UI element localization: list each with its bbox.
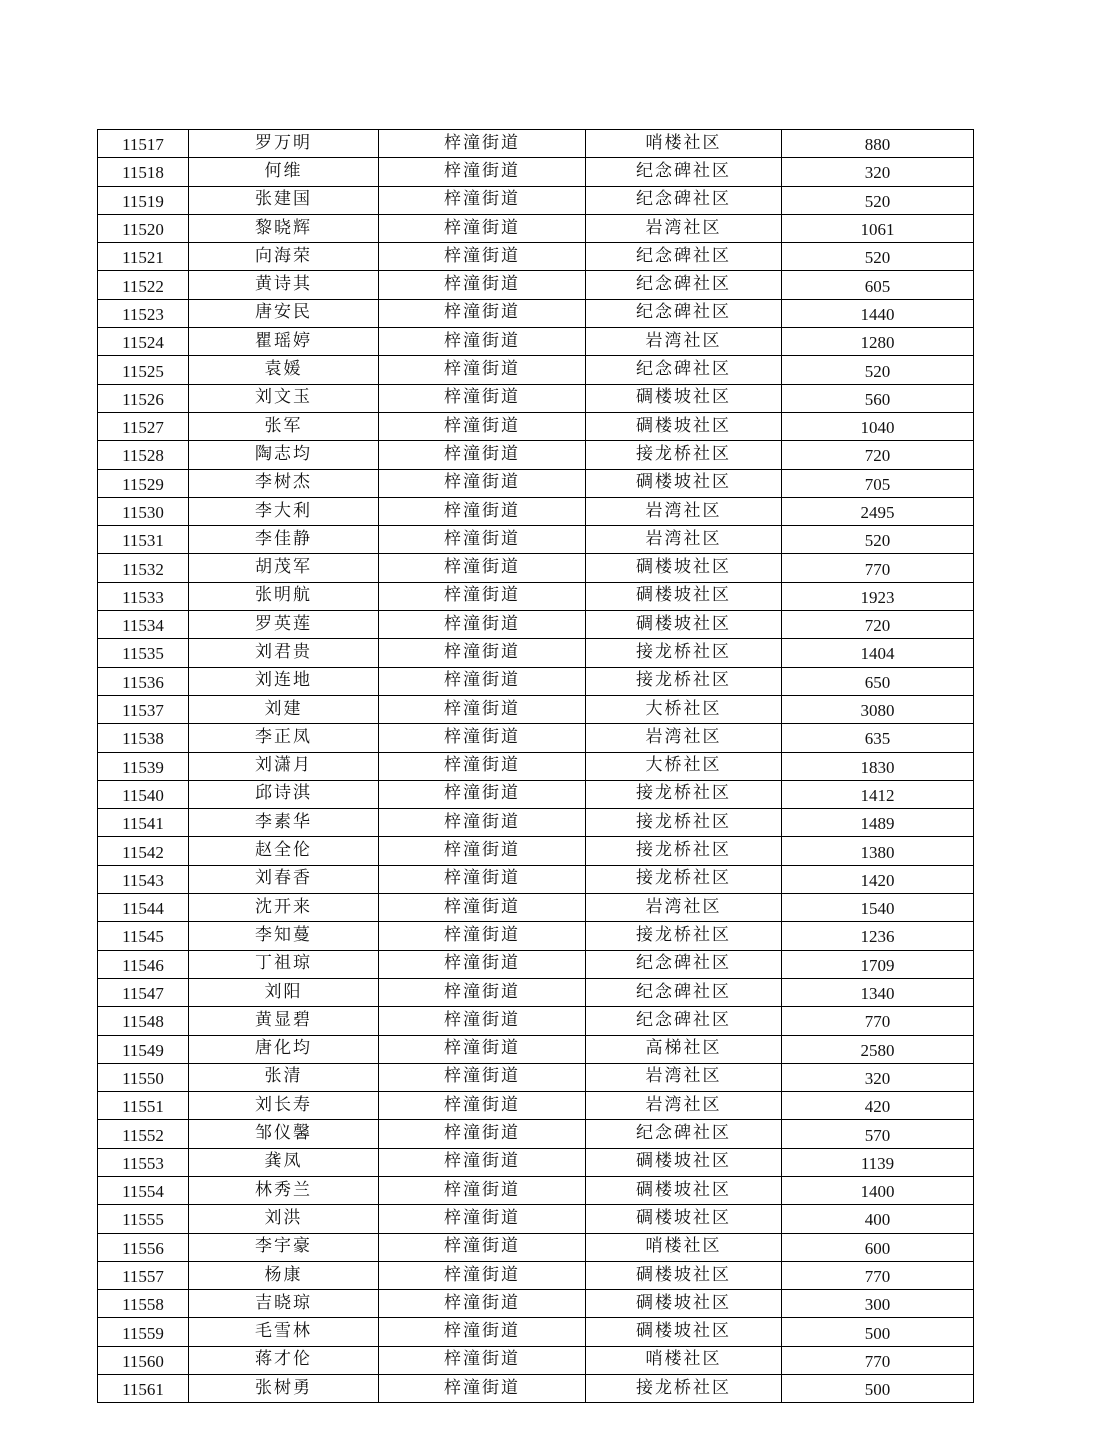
street-cell: 梓潼街道 — [379, 1063, 586, 1091]
name-cell: 邱诗淇 — [189, 780, 379, 808]
name-cell: 李宇豪 — [189, 1233, 379, 1261]
record-id-cell: 11533 — [98, 582, 189, 610]
table-row — [98, 1120, 974, 1148]
table-row — [98, 214, 974, 242]
record-id-cell: 11520 — [98, 214, 189, 242]
community-cell: 碉楼坡社区 — [586, 1261, 782, 1289]
community-cell: 岩湾社区 — [586, 894, 782, 922]
table-row — [98, 271, 974, 299]
community-cell: 纪念碑社区 — [586, 1007, 782, 1035]
name-cell: 刘君贵 — [189, 639, 379, 667]
amount-cell: 520 — [782, 243, 974, 271]
record-id-cell: 11541 — [98, 809, 189, 837]
table-row — [98, 243, 974, 271]
street-cell: 梓潼街道 — [379, 837, 586, 865]
table-row — [98, 497, 974, 525]
amount-cell: 400 — [782, 1205, 974, 1233]
amount-cell: 520 — [782, 526, 974, 554]
record-id-cell: 11545 — [98, 922, 189, 950]
amount-cell: 1061 — [782, 214, 974, 242]
street-cell: 梓潼街道 — [379, 1176, 586, 1204]
name-cell: 张清 — [189, 1063, 379, 1091]
street-cell: 梓潼街道 — [379, 1035, 586, 1063]
name-cell: 张明航 — [189, 582, 379, 610]
name-cell: 黎晓辉 — [189, 214, 379, 242]
street-cell: 梓潼街道 — [379, 1205, 586, 1233]
table-row — [98, 526, 974, 554]
record-id-cell: 11537 — [98, 695, 189, 723]
community-cell: 岩湾社区 — [586, 497, 782, 525]
table-row — [98, 328, 974, 356]
street-cell: 梓潼街道 — [379, 497, 586, 525]
street-cell: 梓潼街道 — [379, 554, 586, 582]
community-cell: 接龙桥社区 — [586, 667, 782, 695]
community-cell: 碉楼坡社区 — [586, 1290, 782, 1318]
record-id-cell: 11527 — [98, 412, 189, 440]
table-row — [98, 1318, 974, 1346]
street-cell: 梓潼街道 — [379, 865, 586, 893]
street-cell: 梓潼街道 — [379, 639, 586, 667]
street-cell: 梓潼街道 — [379, 214, 586, 242]
table-row — [98, 752, 974, 780]
amount-cell: 720 — [782, 441, 974, 469]
community-cell: 纪念碑社区 — [586, 158, 782, 186]
name-cell: 李正凤 — [189, 724, 379, 752]
amount-cell: 1236 — [782, 922, 974, 950]
street-cell: 梓潼街道 — [379, 1092, 586, 1120]
record-id-cell: 11554 — [98, 1176, 189, 1204]
name-cell: 李树杰 — [189, 469, 379, 497]
record-id-cell: 11523 — [98, 299, 189, 327]
name-cell: 黄显碧 — [189, 1007, 379, 1035]
name-cell: 邹仪馨 — [189, 1120, 379, 1148]
amount-cell: 3080 — [782, 695, 974, 723]
name-cell: 张军 — [189, 412, 379, 440]
record-id-cell: 11544 — [98, 894, 189, 922]
street-cell: 梓潼街道 — [379, 922, 586, 950]
table-row — [98, 695, 974, 723]
table-row — [98, 299, 974, 327]
name-cell: 罗万明 — [189, 130, 379, 158]
community-cell: 接龙桥社区 — [586, 1375, 782, 1403]
community-cell: 高梯社区 — [586, 1035, 782, 1063]
table-row — [98, 978, 974, 1006]
record-id-cell: 11558 — [98, 1290, 189, 1318]
amount-cell: 770 — [782, 1261, 974, 1289]
table-row — [98, 1233, 974, 1261]
amount-cell: 1280 — [782, 328, 974, 356]
record-id-cell: 11518 — [98, 158, 189, 186]
community-cell: 碉楼坡社区 — [586, 469, 782, 497]
table-row — [98, 667, 974, 695]
community-cell: 接龙桥社区 — [586, 441, 782, 469]
name-cell: 唐化均 — [189, 1035, 379, 1063]
record-id-cell: 11539 — [98, 752, 189, 780]
amount-cell: 770 — [782, 554, 974, 582]
name-cell: 黄诗其 — [189, 271, 379, 299]
table-row — [98, 130, 974, 158]
name-cell: 袁媛 — [189, 356, 379, 384]
community-cell: 岩湾社区 — [586, 526, 782, 554]
records-table — [97, 129, 974, 1403]
amount-cell: 1412 — [782, 780, 974, 808]
name-cell: 张建国 — [189, 186, 379, 214]
amount-cell: 600 — [782, 1233, 974, 1261]
amount-cell: 1489 — [782, 809, 974, 837]
table-row — [98, 922, 974, 950]
community-cell: 哨楼社区 — [586, 1346, 782, 1374]
table-row — [98, 1261, 974, 1289]
amount-cell: 880 — [782, 130, 974, 158]
street-cell: 梓潼街道 — [379, 667, 586, 695]
record-id-cell: 11530 — [98, 497, 189, 525]
record-id-cell: 11542 — [98, 837, 189, 865]
record-id-cell: 11547 — [98, 978, 189, 1006]
table-body — [98, 130, 974, 1403]
street-cell: 梓潼街道 — [379, 158, 586, 186]
name-cell: 陶志均 — [189, 441, 379, 469]
record-id-cell: 11549 — [98, 1035, 189, 1063]
street-cell: 梓潼街道 — [379, 271, 586, 299]
record-id-cell: 11550 — [98, 1063, 189, 1091]
street-cell: 梓潼街道 — [379, 1346, 586, 1374]
table-row — [98, 950, 974, 978]
record-id-cell: 11555 — [98, 1205, 189, 1233]
community-cell: 接龙桥社区 — [586, 780, 782, 808]
table-row — [98, 724, 974, 752]
amount-cell: 720 — [782, 611, 974, 639]
community-cell: 岩湾社区 — [586, 724, 782, 752]
amount-cell: 2495 — [782, 497, 974, 525]
community-cell: 哨楼社区 — [586, 1233, 782, 1261]
table-row — [98, 582, 974, 610]
table-row — [98, 809, 974, 837]
record-id-cell: 11543 — [98, 865, 189, 893]
amount-cell: 420 — [782, 1092, 974, 1120]
community-cell: 接龙桥社区 — [586, 809, 782, 837]
record-id-cell: 11557 — [98, 1261, 189, 1289]
record-id-cell: 11551 — [98, 1092, 189, 1120]
amount-cell: 1340 — [782, 978, 974, 1006]
street-cell: 梓潼街道 — [379, 1375, 586, 1403]
amount-cell: 1404 — [782, 639, 974, 667]
table-row — [98, 1007, 974, 1035]
record-id-cell: 11538 — [98, 724, 189, 752]
table-row — [98, 1375, 974, 1403]
community-cell: 岩湾社区 — [586, 328, 782, 356]
name-cell: 刘春香 — [189, 865, 379, 893]
amount-cell: 300 — [782, 1290, 974, 1318]
name-cell: 刘连地 — [189, 667, 379, 695]
table-row — [98, 356, 974, 384]
amount-cell: 705 — [782, 469, 974, 497]
community-cell: 接龙桥社区 — [586, 865, 782, 893]
table-row — [98, 441, 974, 469]
community-cell: 碉楼坡社区 — [586, 412, 782, 440]
record-id-cell: 11556 — [98, 1233, 189, 1261]
record-id-cell: 11548 — [98, 1007, 189, 1035]
table-row — [98, 554, 974, 582]
street-cell: 梓潼街道 — [379, 809, 586, 837]
name-cell: 林秀兰 — [189, 1176, 379, 1204]
record-id-cell: 11522 — [98, 271, 189, 299]
name-cell: 刘长寿 — [189, 1092, 379, 1120]
street-cell: 梓潼街道 — [379, 412, 586, 440]
name-cell: 何维 — [189, 158, 379, 186]
amount-cell: 1420 — [782, 865, 974, 893]
amount-cell: 1040 — [782, 412, 974, 440]
community-cell: 碉楼坡社区 — [586, 611, 782, 639]
record-id-cell: 11536 — [98, 667, 189, 695]
community-cell: 岩湾社区 — [586, 1092, 782, 1120]
table-row — [98, 1148, 974, 1176]
record-id-cell: 11532 — [98, 554, 189, 582]
name-cell: 刘建 — [189, 695, 379, 723]
table-row — [98, 1035, 974, 1063]
community-cell: 纪念碑社区 — [586, 950, 782, 978]
community-cell: 纪念碑社区 — [586, 299, 782, 327]
street-cell: 梓潼街道 — [379, 582, 586, 610]
name-cell: 沈开来 — [189, 894, 379, 922]
name-cell: 毛雪林 — [189, 1318, 379, 1346]
amount-cell: 1400 — [782, 1176, 974, 1204]
record-id-cell: 11531 — [98, 526, 189, 554]
name-cell: 刘阳 — [189, 978, 379, 1006]
amount-cell: 560 — [782, 384, 974, 412]
table-row — [98, 1092, 974, 1120]
street-cell: 梓潼街道 — [379, 441, 586, 469]
street-cell: 梓潼街道 — [379, 526, 586, 554]
community-cell: 碉楼坡社区 — [586, 1318, 782, 1346]
community-cell: 纪念碑社区 — [586, 243, 782, 271]
name-cell: 罗英莲 — [189, 611, 379, 639]
record-id-cell: 11519 — [98, 186, 189, 214]
name-cell: 龚凤 — [189, 1148, 379, 1176]
record-id-cell: 11525 — [98, 356, 189, 384]
name-cell: 李大利 — [189, 497, 379, 525]
table-row — [98, 469, 974, 497]
community-cell: 接龙桥社区 — [586, 639, 782, 667]
table-row — [98, 158, 974, 186]
street-cell: 梓潼街道 — [379, 469, 586, 497]
amount-cell: 1380 — [782, 837, 974, 865]
street-cell: 梓潼街道 — [379, 1261, 586, 1289]
name-cell: 张树勇 — [189, 1375, 379, 1403]
community-cell: 哨楼社区 — [586, 130, 782, 158]
table-row — [98, 639, 974, 667]
community-cell: 岩湾社区 — [586, 1063, 782, 1091]
record-id-cell: 11528 — [98, 441, 189, 469]
record-id-cell: 11560 — [98, 1346, 189, 1374]
table-row — [98, 1063, 974, 1091]
name-cell: 瞿瑶婷 — [189, 328, 379, 356]
street-cell: 梓潼街道 — [379, 299, 586, 327]
table-row — [98, 894, 974, 922]
street-cell: 梓潼街道 — [379, 611, 586, 639]
street-cell: 梓潼街道 — [379, 243, 586, 271]
amount-cell: 570 — [782, 1120, 974, 1148]
amount-cell: 1923 — [782, 582, 974, 610]
street-cell: 梓潼街道 — [379, 1318, 586, 1346]
amount-cell: 320 — [782, 1063, 974, 1091]
street-cell: 梓潼街道 — [379, 328, 586, 356]
name-cell: 杨康 — [189, 1261, 379, 1289]
amount-cell: 770 — [782, 1007, 974, 1035]
table-row — [98, 186, 974, 214]
amount-cell: 500 — [782, 1375, 974, 1403]
record-id-cell: 11546 — [98, 950, 189, 978]
table-row — [98, 611, 974, 639]
record-id-cell: 11540 — [98, 780, 189, 808]
street-cell: 梓潼街道 — [379, 186, 586, 214]
community-cell: 接龙桥社区 — [586, 922, 782, 950]
street-cell: 梓潼街道 — [379, 1120, 586, 1148]
community-cell: 纪念碑社区 — [586, 1120, 782, 1148]
name-cell: 赵全伦 — [189, 837, 379, 865]
street-cell: 梓潼街道 — [379, 1290, 586, 1318]
amount-cell: 1709 — [782, 950, 974, 978]
community-cell: 大桥社区 — [586, 752, 782, 780]
name-cell: 李知蔓 — [189, 922, 379, 950]
name-cell: 李佳静 — [189, 526, 379, 554]
name-cell: 刘潇月 — [189, 752, 379, 780]
community-cell: 碉楼坡社区 — [586, 1205, 782, 1233]
amount-cell: 1139 — [782, 1148, 974, 1176]
record-id-cell: 11552 — [98, 1120, 189, 1148]
amount-cell: 1540 — [782, 894, 974, 922]
amount-cell: 635 — [782, 724, 974, 752]
street-cell: 梓潼街道 — [379, 695, 586, 723]
amount-cell: 770 — [782, 1346, 974, 1374]
amount-cell: 1440 — [782, 299, 974, 327]
record-id-cell: 11559 — [98, 1318, 189, 1346]
name-cell: 丁祖琼 — [189, 950, 379, 978]
record-id-cell: 11526 — [98, 384, 189, 412]
community-cell: 碉楼坡社区 — [586, 1176, 782, 1204]
record-id-cell: 11517 — [98, 130, 189, 158]
amount-cell: 2580 — [782, 1035, 974, 1063]
community-cell: 碉楼坡社区 — [586, 582, 782, 610]
street-cell: 梓潼街道 — [379, 780, 586, 808]
community-cell: 大桥社区 — [586, 695, 782, 723]
record-id-cell: 11521 — [98, 243, 189, 271]
name-cell: 蒋才伦 — [189, 1346, 379, 1374]
record-id-cell: 11561 — [98, 1375, 189, 1403]
amount-cell: 650 — [782, 667, 974, 695]
community-cell: 纪念碑社区 — [586, 978, 782, 1006]
street-cell: 梓潼街道 — [379, 752, 586, 780]
community-cell: 接龙桥社区 — [586, 837, 782, 865]
record-id-cell: 11553 — [98, 1148, 189, 1176]
table-row — [98, 384, 974, 412]
table-row — [98, 1346, 974, 1374]
name-cell: 李素华 — [189, 809, 379, 837]
amount-cell: 520 — [782, 186, 974, 214]
street-cell: 梓潼街道 — [379, 978, 586, 1006]
name-cell: 刘洪 — [189, 1205, 379, 1233]
record-id-cell: 11535 — [98, 639, 189, 667]
table-row — [98, 865, 974, 893]
community-cell: 碉楼坡社区 — [586, 554, 782, 582]
community-cell: 纪念碑社区 — [586, 271, 782, 299]
record-id-cell: 11524 — [98, 328, 189, 356]
community-cell: 岩湾社区 — [586, 214, 782, 242]
record-id-cell: 11534 — [98, 611, 189, 639]
community-cell: 纪念碑社区 — [586, 186, 782, 214]
name-cell: 胡茂军 — [189, 554, 379, 582]
street-cell: 梓潼街道 — [379, 724, 586, 752]
table-row — [98, 780, 974, 808]
table-row — [98, 837, 974, 865]
table-row — [98, 1176, 974, 1204]
street-cell: 梓潼街道 — [379, 1148, 586, 1176]
amount-cell: 1830 — [782, 752, 974, 780]
table-row — [98, 1290, 974, 1318]
amount-cell: 520 — [782, 356, 974, 384]
street-cell: 梓潼街道 — [379, 1007, 586, 1035]
record-id-cell: 11529 — [98, 469, 189, 497]
street-cell: 梓潼街道 — [379, 356, 586, 384]
street-cell: 梓潼街道 — [379, 950, 586, 978]
amount-cell: 320 — [782, 158, 974, 186]
name-cell: 吉晓琼 — [189, 1290, 379, 1318]
table-row — [98, 412, 974, 440]
street-cell: 梓潼街道 — [379, 1233, 586, 1261]
street-cell: 梓潼街道 — [379, 384, 586, 412]
amount-cell: 500 — [782, 1318, 974, 1346]
name-cell: 刘文玉 — [189, 384, 379, 412]
table-row — [98, 1205, 974, 1233]
community-cell: 碉楼坡社区 — [586, 1148, 782, 1176]
street-cell: 梓潼街道 — [379, 894, 586, 922]
name-cell: 唐安民 — [189, 299, 379, 327]
name-cell: 向海荣 — [189, 243, 379, 271]
community-cell: 纪念碑社区 — [586, 356, 782, 384]
community-cell: 碉楼坡社区 — [586, 384, 782, 412]
street-cell: 梓潼街道 — [379, 130, 586, 158]
amount-cell: 605 — [782, 271, 974, 299]
